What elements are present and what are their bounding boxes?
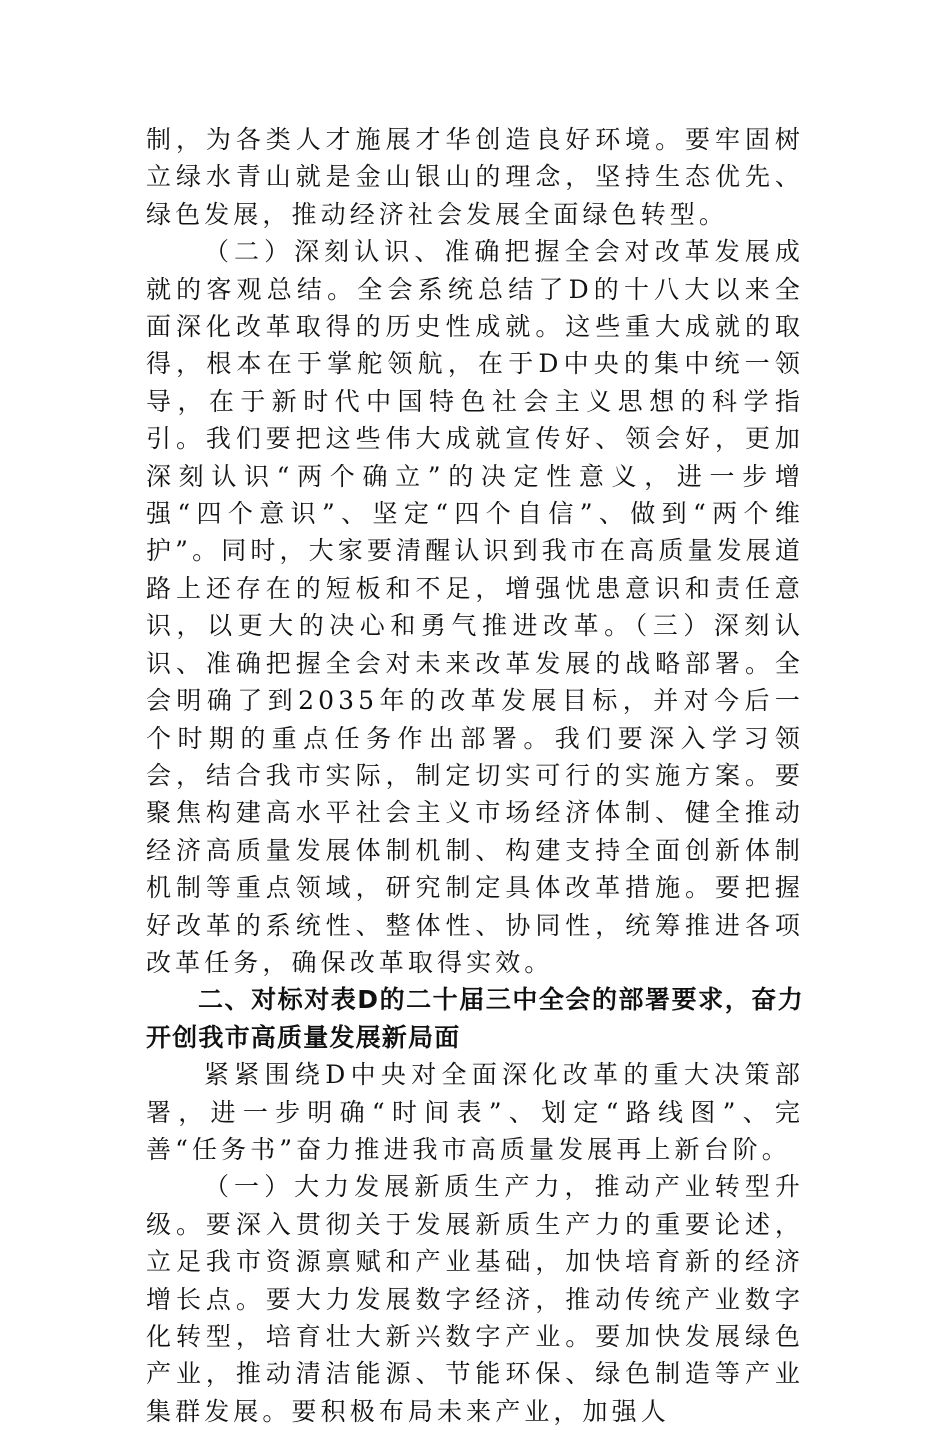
body-paragraph-continuation: 制，为各类人才施展才华创造良好环境。要牢固树立绿水青山就是金山银山的理念，坚持生态优先、绿色发展，推动经济社会发展全面绿色转型。: [146, 125, 804, 229]
body-paragraph-productivity: （一）大力发展新质生产力，推动产业转型升级。要深入贯彻关于发展新质生产力的重要论述，立足我市资源禀赋和产业基础，加快培育新的经济增长点。要大力发展数字经济，推动传统产业数字化转型，培育壮大新兴数字产业。要加快发展绿色产业，推动清洁能源、节能环保、绿色制造等产业集群发展。要积极布局未来产业，加强人: [146, 1172, 804, 1426]
body-paragraph-achievements: （二）深刻认识、准确把握全会对改革发展成就的客观总结。全会系统总结了D的十八大以来全面深化改革取得的历史性成就。这些重大成就的取得，根本在于掌舵领航，在于D中央的集中统一领导，在于新时代中国特色社会主义思想的科学指引。我们要把这些伟大成就宣传好、领会好，更加深刻认识“两个确立”的决定性意义，进一步增强“四个意识”、坚定“四个自信”、做到“两个维护”。同时，大家要清醒认识到我市在高质量发展道路上还存在的短板和不足，增强忧患意识和责任意识，以更大的决心和勇气推进改革。（三）深刻认识、准确把握全会对未来改革发展的战略部署。全会明确了到2035年的改革发展目标，并对今后一个时期的重点任务作出部署。我们要深入学习领会，结合我市实际，制定切实可行的实施方案。要聚焦构建高水平社会主义市场经济体制、健全推动经济高质量发展体制机制、构建支持全面创新体制机制等重点领域，研究制定具体改革措施。要把握好改革的系统性、整体性、协同性，统筹推进各项改革任务，确保改革取得实效。: [146, 237, 804, 977]
document-page: [146, 121, 804, 1430]
section-heading: 二、对标对表D的二十届三中全会的部署要求，奋力开创我市高质量发展新局面: [146, 985, 804, 1052]
body-paragraph-intro: 紧紧围绕D中央对全面深化改革的重大决策部署，进一步明确“时间表”、划定“路线图”、完善“任务书”奋力推进我市高质量发展再上新台阶。: [146, 1060, 804, 1164]
